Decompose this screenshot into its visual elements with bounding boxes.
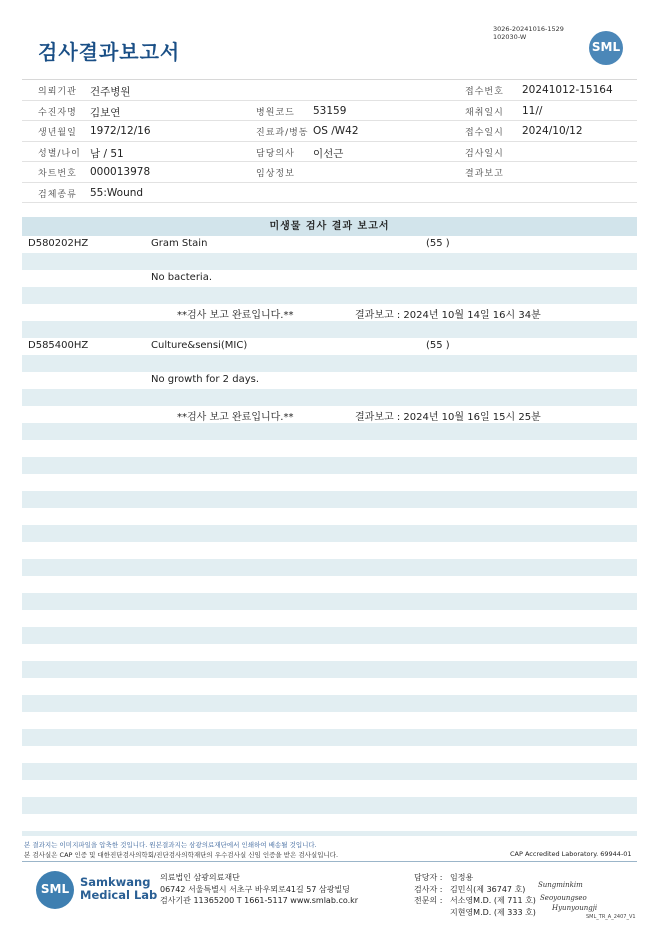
staff-label: 검사자 : xyxy=(414,884,443,894)
staff-row xyxy=(414,884,536,896)
document-code-line1: 3026-20241016-1529 xyxy=(493,25,564,33)
test-row xyxy=(22,338,637,355)
report-time: 결과보고 : 2024년 10월 14일 16시 34분 xyxy=(355,310,541,321)
blank-row xyxy=(22,355,637,372)
address-line: 의료법인 삼광의료재단 xyxy=(160,873,240,882)
label-specimen-type: 검체종류 xyxy=(38,189,77,200)
label-patient-name: 수진자명 xyxy=(38,107,77,118)
form-code: SML_TR_A_2407_V1 xyxy=(586,914,636,920)
sml-logo-text: SML xyxy=(591,40,621,54)
label-requesting-institution: 의뢰기관 xyxy=(38,87,77,97)
staff-label: 담당자 : xyxy=(414,873,443,882)
page-title: 검사결과보고서 xyxy=(38,40,181,64)
document-code-line2: 102030-W xyxy=(493,33,527,41)
staff-list xyxy=(414,872,536,918)
cap-accreditation: CAP Accredited Laboratory. 69944-01 xyxy=(510,850,632,858)
signature-specialist-1: Seoyoungseo xyxy=(540,894,587,902)
info-row xyxy=(22,183,637,204)
image-notice: 본 결과지는 이미지파일을 압축한 것입니다. 원본결과지는 삼광의료재단에서 인쇄하여 배송될 것입니다. xyxy=(24,841,317,849)
report-complete-row xyxy=(22,304,637,321)
patient-info-table xyxy=(22,79,637,203)
document-code xyxy=(493,25,564,41)
company-name-line2: Medical Lab xyxy=(80,888,158,902)
results-section-header: 미생물 검사 결과 보고서 xyxy=(22,217,637,236)
sml-logo-icon xyxy=(589,31,623,65)
label-receipt-date: 접수일시 xyxy=(465,128,504,138)
value-department-ward: OS /W42 xyxy=(313,125,359,137)
test-specimen-count: (55 ) xyxy=(426,238,450,249)
test-code: D580202HZ xyxy=(28,238,89,249)
label-chart-number: 차트번호 xyxy=(38,169,77,179)
test-row xyxy=(22,236,637,253)
blank-row xyxy=(22,321,637,338)
test-code: D585400HZ xyxy=(28,340,89,351)
label-doctor: 담당의사 xyxy=(256,148,295,159)
test-name: Culture&sensi(MIC) xyxy=(151,340,248,351)
value-birth-date: 1972/12/16 xyxy=(90,125,151,137)
staff-value: 김민식(제 36747 호) xyxy=(450,884,526,894)
staff-label: 전문의 : xyxy=(414,896,443,905)
info-row xyxy=(22,162,637,183)
company-address xyxy=(160,872,358,907)
value-doctor: 이선근 xyxy=(313,147,344,160)
label-birth-date: 생년월일 xyxy=(38,128,77,138)
blank-row xyxy=(22,287,637,304)
report-time: 결과보고 : 2024년 10월 16일 15시 25분 xyxy=(355,412,541,423)
signature-tester: Sungminkim xyxy=(538,881,583,889)
certification-text: 본 검사실은 CAP 인증 및 대한진단검사의학회/진단검사의학재단의 우수검사실 신임 인증을 받은 검사실입니다. xyxy=(24,851,339,859)
report-complete-text: **검사 보고 완료입니다.** xyxy=(177,412,294,423)
footer-divider xyxy=(22,861,637,862)
value-chart-number: 000013978 xyxy=(90,166,151,178)
value-collection-date: 11// xyxy=(522,104,543,117)
sml-logo-icon xyxy=(36,871,74,909)
value-sex-age: 남 / 51 xyxy=(90,147,124,160)
result-row xyxy=(22,372,637,389)
label-department-ward: 진료과/병동 xyxy=(256,128,309,138)
company-name-line1: Samkwang xyxy=(80,875,151,889)
result-row xyxy=(22,270,637,287)
label-clinical-info: 임상정보 xyxy=(256,169,295,179)
report-complete-row xyxy=(22,406,637,423)
value-receipt-number: 20241012-15164 xyxy=(522,84,613,96)
label-receipt-number: 접수번호 xyxy=(465,87,504,97)
label-hospital-code: 병원코드 xyxy=(256,107,295,118)
staff-value: 임정용 xyxy=(450,873,474,882)
value-specimen-type: 55:Wound xyxy=(90,186,144,199)
info-row xyxy=(22,121,637,142)
test-name: Gram Stain xyxy=(151,238,208,249)
value-requesting-institution: 건주병원 xyxy=(90,86,131,98)
test-result: No bacteria. xyxy=(151,272,213,283)
blank-row xyxy=(22,253,637,270)
staff-row xyxy=(414,872,536,884)
value-patient-name: 김보연 xyxy=(90,106,121,119)
test-result: No growth for 2 days. xyxy=(151,374,260,385)
label-test-date: 검사일시 xyxy=(465,148,504,159)
info-row xyxy=(22,101,637,122)
label-result-report: 결과보고 xyxy=(465,169,504,179)
test-specimen-count: (55 ) xyxy=(426,340,450,351)
signature-specialist-2: Hyunyoungji xyxy=(552,904,598,912)
value-hospital-code: 53159 xyxy=(313,104,347,117)
results-list xyxy=(22,236,637,423)
sml-logo-text: SML xyxy=(40,882,70,896)
staff-row xyxy=(414,895,536,907)
label-collection-date: 채취일시 xyxy=(465,107,504,118)
info-row xyxy=(22,142,637,163)
address-line: 06742 서울특별시 서초구 바우뫼로41길 57 삼광빌딩 xyxy=(160,884,350,894)
value-receipt-date: 2024/10/12 xyxy=(522,125,583,137)
address-line: 검사기관 11365200 T 1661-5117 www.smlab.co.kr xyxy=(160,896,359,905)
staff-value: 지현영M.D. (제 333 호) xyxy=(450,907,536,917)
company-name xyxy=(80,876,157,902)
staff-value: 서소영M.D. (제 711 호) xyxy=(450,896,536,905)
staff-row xyxy=(414,907,536,919)
info-row xyxy=(22,80,637,101)
label-sex-age: 성별/나이 xyxy=(38,148,81,159)
report-complete-text: **검사 보고 완료입니다.** xyxy=(177,310,294,321)
blank-row xyxy=(22,389,637,406)
